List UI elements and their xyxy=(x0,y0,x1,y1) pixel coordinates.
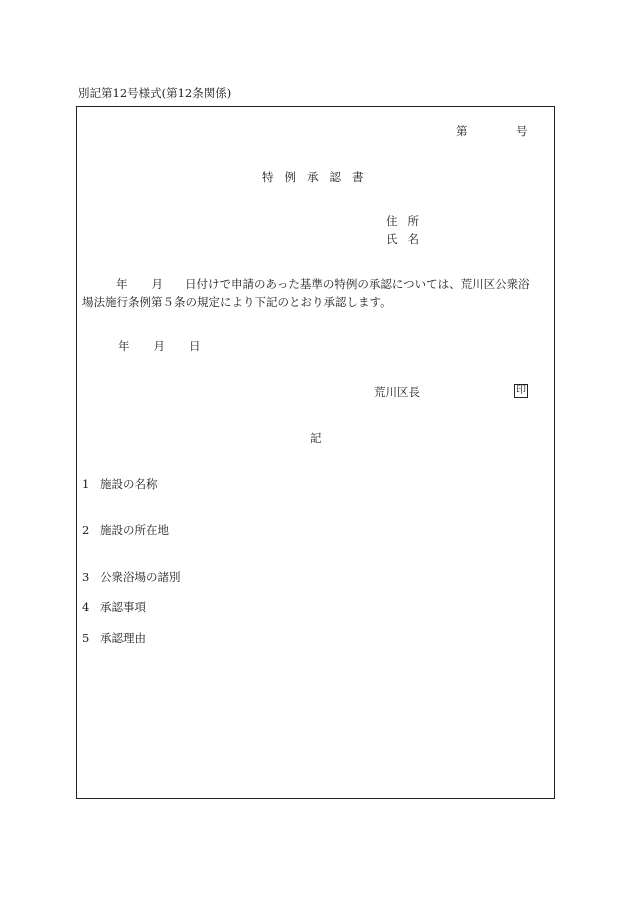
address-label: 住所 xyxy=(386,214,429,228)
date-day: 日 xyxy=(189,339,201,353)
issue-date xyxy=(118,339,201,353)
body-text-line-2: 場法施行条例第５条の規定により下記のとおり承認します。 xyxy=(82,295,392,309)
item-label: 承認事項 xyxy=(100,600,146,614)
body-text-line-1 xyxy=(82,277,530,291)
body-text-rest: 日付けで申請のあった基準の特例の承認については、荒川区公衆浴 xyxy=(185,277,530,291)
item-number: 4 xyxy=(82,600,90,614)
document-title: 特例承認書 xyxy=(262,170,375,184)
item-label: 施設の所在地 xyxy=(100,523,169,537)
list-item xyxy=(82,600,146,614)
ki-heading: 記 xyxy=(310,431,322,445)
item-label: 施設の名称 xyxy=(100,477,158,491)
issuer-name: 荒川区長 xyxy=(374,385,420,399)
body-year: 年 xyxy=(116,277,128,291)
list-item xyxy=(82,523,169,537)
document-number-prefix: 第 xyxy=(456,124,468,138)
item-number: 5 xyxy=(82,631,90,645)
item-number: 2 xyxy=(82,523,90,537)
list-item xyxy=(82,477,158,491)
seal-mark: 印 xyxy=(516,385,526,396)
form-caption: 別記第12号様式(第12条関係) xyxy=(78,86,232,100)
item-number: 1 xyxy=(82,477,90,491)
date-year: 年 xyxy=(118,339,130,353)
form-frame xyxy=(76,106,555,799)
document-number-suffix: 号 xyxy=(516,124,528,138)
item-number: 3 xyxy=(82,570,90,584)
name-label: 氏名 xyxy=(386,232,429,246)
item-label: 承認理由 xyxy=(100,631,146,645)
body-month: 月 xyxy=(151,277,163,291)
date-month: 月 xyxy=(153,339,165,353)
item-label: 公衆浴場の諸別 xyxy=(100,570,181,584)
list-item xyxy=(82,570,181,584)
list-item xyxy=(82,631,146,645)
